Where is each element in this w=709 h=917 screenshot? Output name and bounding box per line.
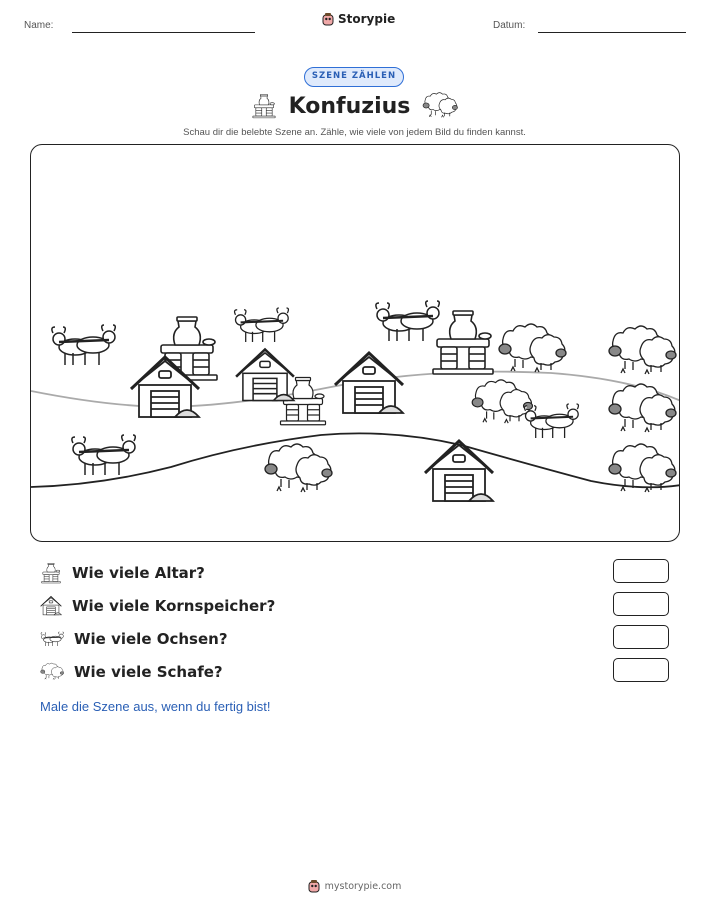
counting-scene <box>30 144 680 542</box>
altar-icon <box>251 93 277 119</box>
question-text: Wie viele Schafe? <box>74 663 223 681</box>
date-field[interactable] <box>538 32 686 33</box>
ox-icon <box>235 308 289 342</box>
date-label: Datum: <box>493 20 526 31</box>
scene-illustration <box>31 145 680 542</box>
question-granary <box>40 595 275 617</box>
sheep-icon <box>40 661 64 683</box>
answer-box-granary[interactable] <box>613 592 669 616</box>
ox-icon <box>376 301 439 341</box>
granary-icon <box>236 350 294 401</box>
page-title: Konfuzius <box>288 93 411 119</box>
granary-icon <box>40 595 62 617</box>
answer-box-oxen[interactable] <box>613 625 669 649</box>
altar-icon <box>40 562 62 584</box>
sheep-icon <box>609 384 676 432</box>
granary-icon <box>335 353 403 413</box>
footer-url: mystorypie.com <box>324 881 402 892</box>
granary-icon <box>425 441 493 501</box>
name-field[interactable] <box>72 32 255 33</box>
question-text: Wie viele Ochsen? <box>74 630 228 648</box>
question-text: Wie viele Kornspeicher? <box>72 597 276 615</box>
sheep-icon <box>422 92 458 120</box>
question-text: Wie viele Altar? <box>72 564 205 582</box>
sheep-icon <box>609 326 676 374</box>
granary-icon <box>131 357 199 417</box>
question-altar <box>40 562 205 584</box>
answer-box-altar[interactable] <box>613 559 669 583</box>
sheep-icon <box>499 324 566 372</box>
title-row <box>0 92 709 120</box>
name-label: Name: <box>24 20 54 31</box>
brand-logo <box>322 12 395 26</box>
sheep-icon <box>265 444 332 492</box>
sheep-icon <box>472 380 532 423</box>
storypie-logo-icon <box>322 13 334 26</box>
question-sheep <box>40 661 223 683</box>
instructions: Schau dir die belebte Szene an. Zähle, wie viele von jedem Bild du finden kannst. <box>183 127 526 138</box>
coloring-note: Male die Szene aus, wenn du fertig bist! <box>40 699 271 714</box>
question-oxen <box>40 628 228 650</box>
ox-icon <box>525 404 579 438</box>
answer-box-sheep[interactable] <box>613 658 669 682</box>
brand-name: Storypie <box>338 12 396 26</box>
storypie-logo-icon <box>308 880 320 893</box>
ox-icon <box>72 435 135 475</box>
altar-icon <box>433 311 493 374</box>
ox-icon <box>40 628 64 650</box>
footer <box>0 880 709 893</box>
activity-badge: SZENE ZÄHLEN <box>304 67 404 87</box>
ox-icon <box>52 325 115 365</box>
